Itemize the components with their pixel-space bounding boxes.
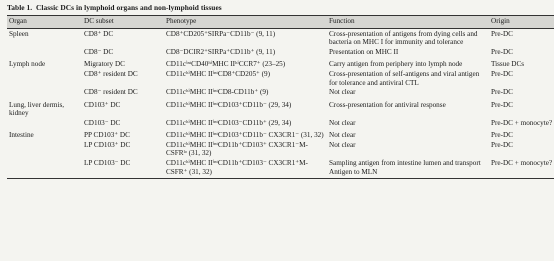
cell-origin: Pre-DC: [491, 100, 513, 109]
table-row: [7, 118, 554, 128]
cell-phenotype: CD11cʰⁱMHC IIⁱⁿᵗCD8-CD11b⁺ (9): [166, 88, 269, 97]
cell-function: Not clear: [329, 131, 356, 140]
cell-organ: Spleen: [9, 29, 29, 38]
cell-function: Sampling antigen from intestine lumen and transport Antigen to MLN: [329, 159, 491, 179]
table-label: Table 1.: [7, 3, 33, 12]
table-row: [7, 57, 554, 69]
table-row: [7, 47, 554, 57]
dc-table: [7, 15, 554, 179]
cell-dc-subset: PP CD103⁺ DC: [84, 131, 130, 140]
header-function: Function: [329, 16, 491, 29]
cell-function: Cross-presentation for antiviral response: [329, 100, 446, 109]
table-row: [7, 29, 554, 48]
cell-origin: Pre-DC: [491, 88, 513, 97]
table-row: [7, 98, 554, 119]
table-row: [7, 88, 554, 98]
cell-origin: Pre-DC: [491, 131, 513, 140]
cell-origin: Tissue DCs: [491, 60, 525, 69]
cell-organ: [7, 118, 84, 128]
table-caption: [7, 3, 550, 12]
cell-origin: Pre-DC + monocyte?: [491, 118, 553, 127]
cell-dc-subset: LP CD103⁺ DC: [84, 140, 131, 149]
cell-dc-subset: Migratory DC: [84, 60, 125, 69]
cell-origin: Pre-DC: [491, 140, 513, 149]
cell-dc-subset: LP CD103⁻ DC: [84, 159, 166, 179]
cell-origin: Pre-DC: [491, 29, 513, 38]
cell-organ: [7, 47, 84, 57]
cell-phenotype: CD11cʰⁱMHC IIⁱⁿᵗCD103⁺CD11b⁻ (29, 34): [166, 100, 292, 109]
cell-function: Not clear: [329, 140, 356, 149]
cell-function: Not clear: [329, 88, 356, 97]
cell-phenotype: CD8⁻DCIR2⁺SIRPa⁺CD11b⁺ (9, 11): [166, 47, 276, 56]
table-row: [7, 128, 554, 140]
header-organ: Organ: [7, 16, 84, 29]
cell-phenotype: CD11cⁱⁿᵗCD40ʰⁱMHC IIʰⁱCCR7⁺ (23–25): [166, 60, 286, 69]
table-body: [7, 29, 554, 179]
cell-function: Cross-presentation of antigens from dying cells and bacteria on MHC I for immunity and tolerance: [329, 29, 478, 47]
table-row: [7, 69, 554, 87]
cell-function: Presentation on MHC II: [329, 47, 399, 56]
cell-origin: Pre-DC: [491, 69, 513, 78]
table-row: [7, 140, 554, 158]
cell-phenotype: CD11cʰⁱMHC IIⁱⁿᵗCD11b⁺CD103⁻ CX3CR1⁺M-CSFR⁺ (31, 32): [166, 159, 329, 179]
cell-organ: Lymph node: [9, 60, 46, 69]
cell-organ: [7, 159, 84, 179]
cell-organ: Intestine: [9, 131, 34, 140]
header-origin: Origin: [491, 16, 554, 29]
cell-phenotype: CD11cʰⁱMHC IIⁱⁿᵗCD103⁻CD11b⁺ (29, 34): [166, 118, 292, 127]
cell-origin: Pre-DC: [491, 47, 513, 56]
cell-function: Not clear: [329, 118, 356, 127]
cell-dc-subset: CD8⁻ resident DC: [84, 88, 138, 97]
cell-dc-subset: CD8⁻ DC: [84, 47, 114, 56]
cell-organ: Lung, liver dermis, kidney: [9, 100, 65, 118]
table-title: Classic DCs in lymphoid organs and non-lymphoid tissues: [35, 3, 222, 12]
cell-phenotype: CD11cʰⁱMHC IIⁱⁿᵗCD11b⁺CD103⁺ CX3CR1⁻M-CSFRˡᵒ (31, 32): [166, 140, 308, 158]
cell-organ: [7, 69, 84, 87]
cell-function: Cross-presentation of self-antigens and viral antigen for tolerance and antiviral CTL: [329, 69, 480, 87]
header-dc-subset: DC subset: [84, 16, 166, 29]
table-row: [7, 159, 554, 179]
table-header-row: [7, 16, 554, 29]
cell-dc-subset: CD8⁺ DC: [84, 29, 114, 38]
cell-dc-subset: CD103⁺ DC: [84, 100, 121, 109]
cell-phenotype: CD11cʰⁱMHC IIⁱⁿᵗCD8⁺CD205⁺ (9): [166, 69, 271, 78]
cell-organ: [7, 140, 84, 158]
cell-function: Carry antigen from periphery into lymph node: [329, 60, 463, 69]
cell-dc-subset: CD103⁻ DC: [84, 118, 121, 127]
cell-phenotype: CD11cʰⁱMHC IIⁱⁿᵗCD103⁺CD11b⁻ CX3CR1⁻ (31, 32): [166, 131, 324, 140]
cell-dc-subset: CD8⁺ resident DC: [84, 69, 138, 78]
cell-phenotype: CD8⁺CD205⁺SIRPa⁻CD11b⁻ (9, 11): [166, 29, 276, 38]
header-phenotype: Phenotype: [166, 16, 329, 29]
cell-organ: [7, 88, 84, 98]
cell-origin: Pre-DC + monocyte?: [491, 159, 554, 179]
